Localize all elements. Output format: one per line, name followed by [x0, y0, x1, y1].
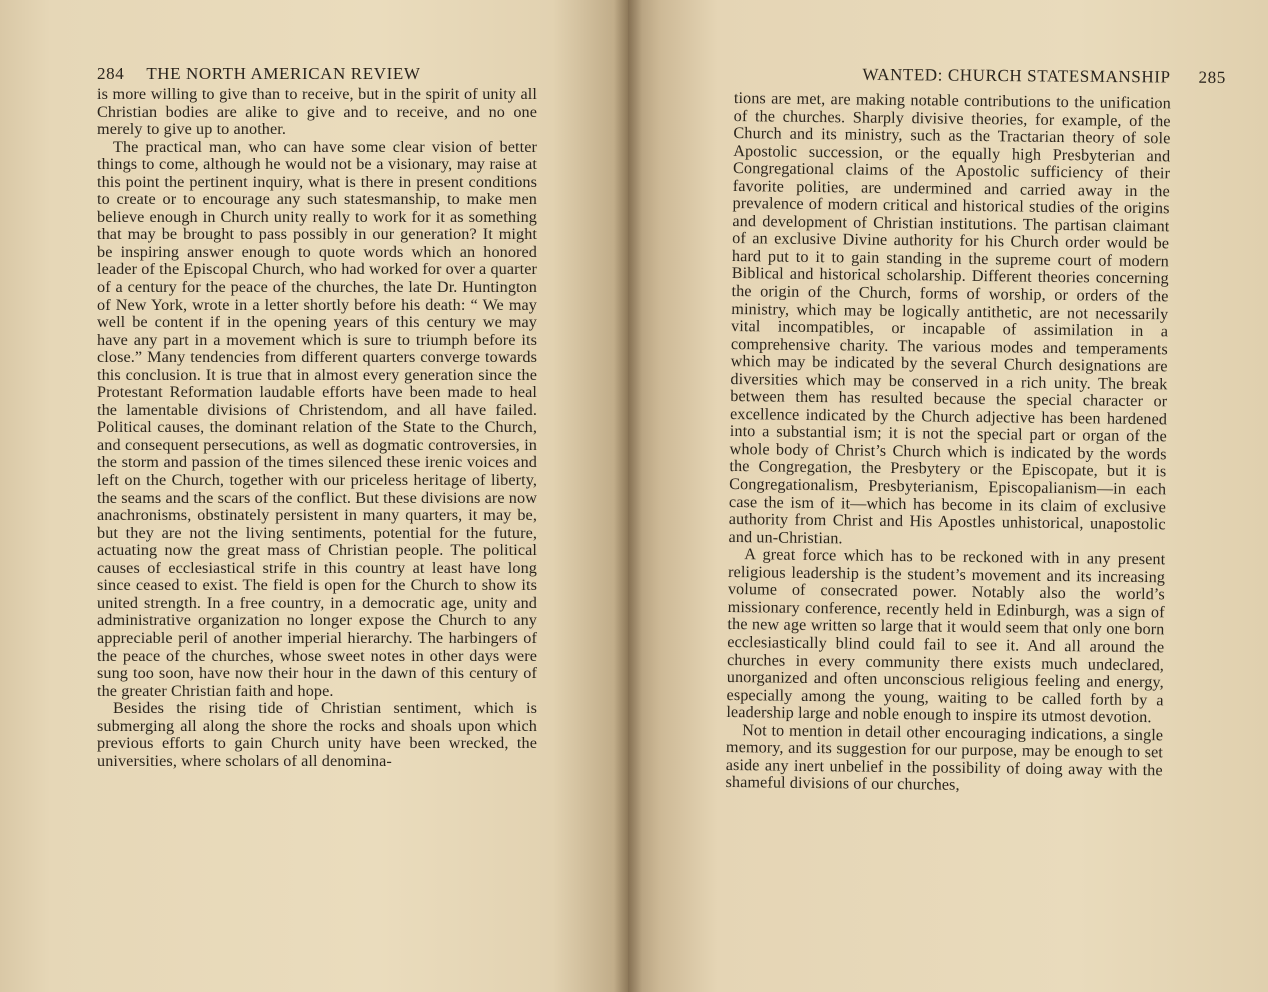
- right-paragraph: Not to mention in detail other encouraging indications, a single memory, and its suggestion for our purpose, may be enough to set aside any inert unbelief in the possibility of doing away with the shameful divisions of our churches,: [725, 720, 1164, 795]
- right-running-head: [786, 64, 1226, 88]
- left-page-number: 284: [97, 64, 125, 83]
- right-body-text: [725, 90, 1171, 797]
- left-paragraph: Besides the rising tide of Christian sentiment, which is submerging all along the shore the rocks and shoals upon which previous efforts to gain Church unity have been wrecked, the universities, where scholars of all denomina-: [97, 699, 537, 770]
- left-paragraph: is more willing to give than to receive, but in the spirit of unity all Christian bodies are alike to give and to receive, and no one merely to give up to another.: [97, 85, 537, 139]
- left-running-head: [97, 64, 537, 84]
- right-page-number: 285: [1198, 67, 1226, 87]
- left-running-title: THE NORTH AMERICAN REVIEW: [146, 64, 421, 83]
- right-page: [628, 0, 1268, 992]
- right-paragraph: A great force which has to be reckoned with in any present religious leadership is the student’s movement and its increasing volume of consecrated power. Notably also the world’s missionary conference, recently held in Edinburgh, was a sign of the new age written so large that it would seem that only one born ecclesiastically blind could fail to see it. And all around the churches in every community there exists much undeclared, unorganized and often unconscious religious feeling and energy, especially among the young, waiting to be called forth by a leadership large and noble enough to inspire its utmost devotion.: [726, 545, 1166, 727]
- left-body-text: [97, 86, 537, 770]
- right-running-title: WANTED: CHURCH STATESMANSHIP: [862, 64, 1171, 87]
- left-page: [0, 0, 628, 992]
- book-gutter: [614, 0, 642, 992]
- left-paragraph: The practical man, who can have some clear vision of better things to come, although he would not be a visionary, may raise at this point the pertinent inquiry, what is there in present conditions to create or to encourage any such statesmanship, to make men believe enough in Church unity really to work for it as something that may be brought to pass possibly in our generation? It might be inspiring answer enough to quote words which an honored leader of the Episcopal Church, who had worked for over a quarter of a century for the peace of the churches, the late Dr. Huntington of New York, wrote in a letter shortly before his death: “ We may well be content if in the opening years of this century we may have any part in a movement which is sure to triumph before its close.” Many tendencies from different quarters converge towards this conclusion. It is true that in almost every generation since the Protestant Reformation laudable efforts have been made to heal the lamentable divisions of Christendom, and all have failed. Political causes, the dominant relation of the State to the Church, and consequent persecutions, as well as dogmatic controversies, in the storm and passion of the times silenced these irenic voices and left on the Church, together with our priceless heritage of liberty, the seams and the scars of the conflict. But these divisions are now anachronisms, obstinately persistent in many quarters, it may be, but they are not the living sentiments, potential for the future, actuating now the great mass of Christian people. The political causes of ecclesiastical strife in this country at least have long since ceased to exist. The field is open for the Church to show its united strength. In a free country, in a democratic age, unity and administrative organization no longer expose the Church to any appreciable peril of another imperial hierarchy. The harbingers of the peace of the churches, whose sweet notes in other days were sung too soon, have now their hour in the dawn of this century of the greater Christian faith and hope.: [97, 137, 537, 700]
- right-paragraph: tions are met, are making notable contributions to the unification of the churches. Sharply divisive theories, for example, of the Church and its ministry, such as the Tractarian theory of sole Apostolic succession, or the equally high Presbyterian and Congregational claims of the Apostolic sufficiency of their favorite polities, are undermined and carried away in the prevalence of modern critical and historical studies of the origins and development of Christian institutions. The partisan claimant of an exclusive Divine authority for his Church order would be hard put to it to gain standing in the supreme court of modern Biblical and historical scholarship. Different theories concerning the origin of the Church, forms of worship, or orders of the ministry, which may be logically antithetic, are not necessarily vital incompatibles, or incapable of assimilation in a comprehensive charity. The various modes and temperaments which may be indicated by the several Church designations are diversities which may be conserved in a rich unity. The break between them has resulted because the special character or excellence indicated by the Church adjective has been hardened into a substantial ism; it is not the special part or organ of the whole body of Christ’s Church which is indicated by the words the Congregation, the Presbytery or the Episcopate, but it is Congregationalism, Presbyterianism, Episcopalianism—in each case the ism of it—which has become in its claim of exclusive authority from Christ and His Apostles unhistorical, unapostolic and un-Christian.: [728, 89, 1171, 548]
